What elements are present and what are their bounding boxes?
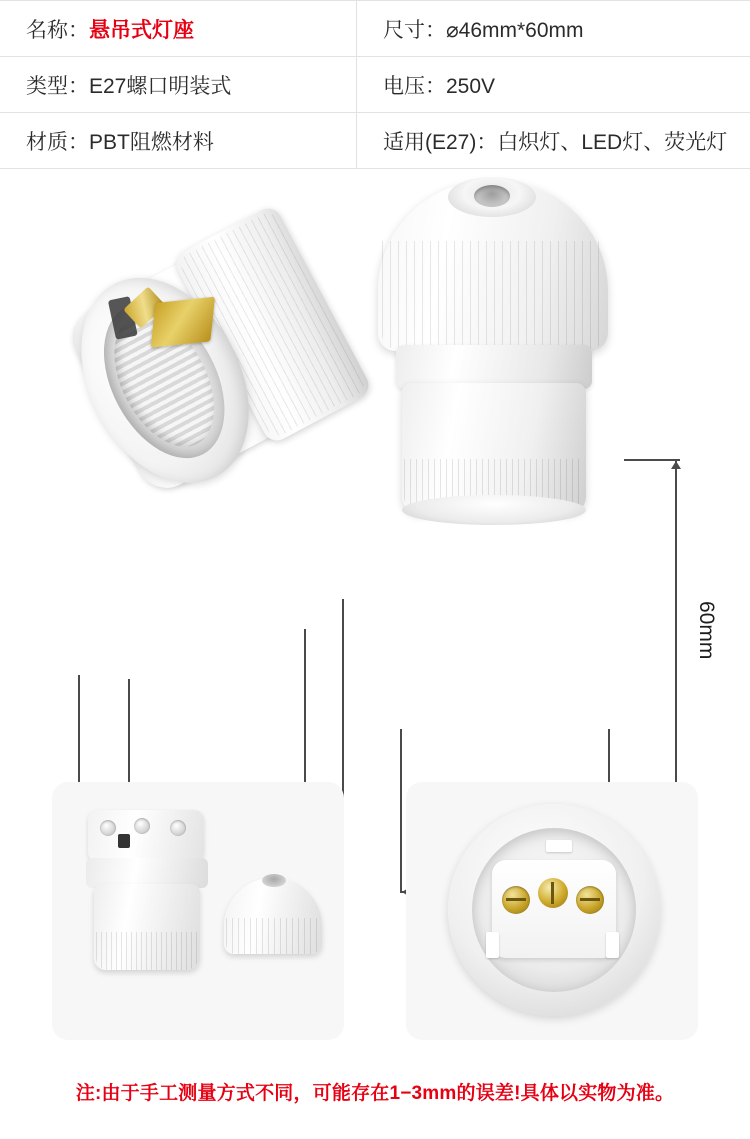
- table-row: [0, 113, 750, 169]
- measure-line-height-vertical: [675, 459, 677, 811]
- socket-dome-ridges: [382, 241, 604, 349]
- part-barrel-ridges: [96, 932, 198, 970]
- spec-label-compatible: 适用(E27)：: [383, 130, 498, 154]
- retention-tab-top: [546, 840, 572, 852]
- hero-product-image: [0, 169, 750, 709]
- screw-icon: [170, 820, 186, 836]
- terminal-screw-right: [576, 886, 604, 914]
- spec-label-size: 尺寸：: [383, 18, 446, 42]
- screw-icon: [100, 820, 116, 836]
- spec-cell-name: [0, 1, 357, 57]
- table-row: [0, 1, 750, 57]
- socket-cable-hole: [474, 185, 510, 207]
- socket-bottom-rim: [402, 495, 586, 525]
- spec-label-material: 材质：: [26, 130, 89, 154]
- screw-icon: [134, 818, 150, 834]
- lamp-socket-open: [18, 140, 438, 572]
- measure-arrow-height-top: [671, 461, 681, 469]
- spec-cell-compatible: [357, 113, 750, 169]
- spec-table: [0, 0, 750, 169]
- terminal-screw-center: [538, 878, 568, 908]
- spec-value-voltage: 250V: [446, 74, 496, 98]
- spec-value-name: 悬吊式灯座: [89, 18, 194, 42]
- part-screw-group: [100, 818, 192, 844]
- spec-label-name: 名称：: [26, 18, 89, 42]
- part-cover-ridges: [226, 918, 320, 954]
- spec-value-material: PBT阻燃材料: [89, 130, 214, 154]
- measure-label-height: 60mm: [695, 601, 718, 660]
- spec-value-size: ⌀46mm*60mm: [446, 18, 584, 42]
- socket-contact-brass: [151, 297, 215, 348]
- retention-tab-right: [606, 932, 619, 958]
- spec-cell-voltage: [357, 57, 750, 113]
- detail-card-row: [0, 782, 750, 1052]
- spec-cell-type: [0, 57, 357, 113]
- terminal-block-dark: [118, 834, 130, 848]
- retention-tab-left: [486, 932, 499, 958]
- measurement-disclaimer-note: 注:由于手工测量方式不同，可能存在1−3mm的误差!具体以实物为准。: [75, 1083, 675, 1104]
- spec-value-type: E27螺口明装式: [89, 74, 232, 98]
- terminal-interior-photo: [406, 782, 698, 1040]
- spec-cell-size: [357, 1, 750, 57]
- spec-cell-material: [0, 113, 357, 169]
- lamp-socket-closed: [378, 169, 648, 559]
- spec-value-compatible: 白炽灯、LED灯、荧光灯: [497, 130, 728, 154]
- spec-label-voltage: 电压：: [383, 74, 446, 98]
- terminal-screw-left: [502, 886, 530, 914]
- table-row: [0, 57, 750, 113]
- spec-label-type: 类型：: [26, 74, 89, 98]
- exploded-parts-photo: [52, 782, 344, 1040]
- part-cover-cable-hole: [262, 874, 286, 887]
